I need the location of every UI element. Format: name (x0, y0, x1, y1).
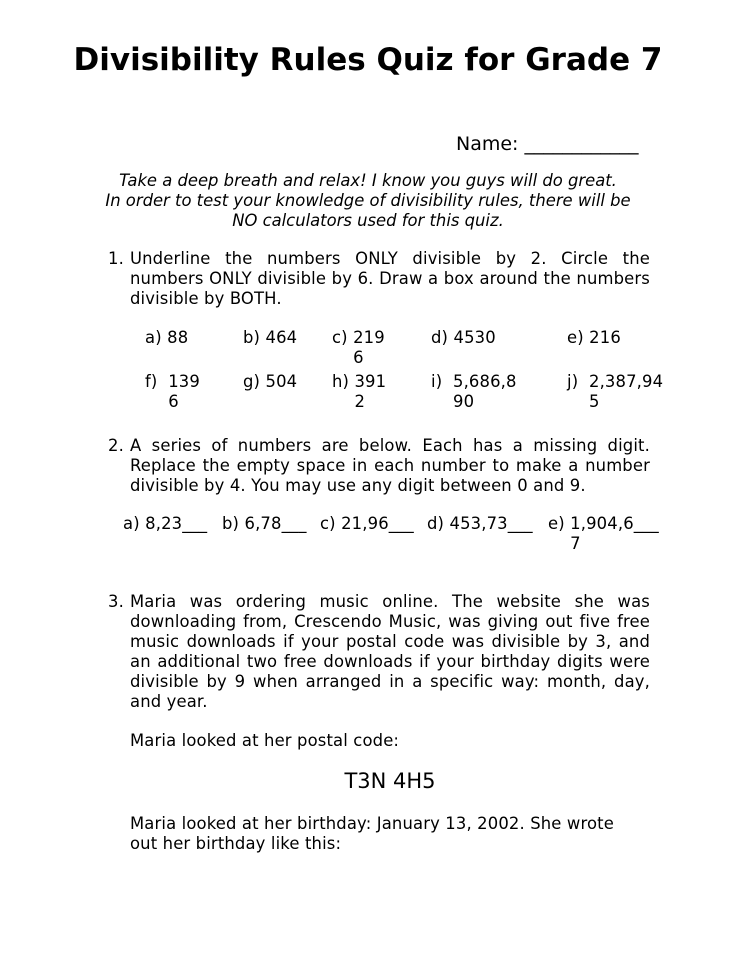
q1-option-e (567, 328, 621, 348)
q2-option-d (427, 514, 533, 534)
option-value: 453,73___ (449, 514, 533, 533)
option-label: g) (243, 372, 261, 391)
q1-option-b (243, 328, 297, 348)
option-value: 1,904,6___7 (570, 514, 659, 553)
question-number: 2. (108, 436, 124, 455)
question-text: Underline the numbers ONLY divisible by 2. Circle the numbers ONLY divisible by 6. Draw a box around the numbers divisible by BOTH. (130, 249, 650, 308)
quiz-title: Divisibility Rules Quiz for Grade 7 (73, 42, 663, 78)
option-value: 1396 (168, 372, 200, 411)
q2-option-a (123, 514, 207, 534)
q1-option-d (431, 328, 496, 348)
q1-option-c (332, 328, 394, 368)
option-label: d) (431, 328, 449, 347)
question-number: 1. (108, 249, 124, 268)
option-value: 4530 (453, 328, 496, 347)
question-2 (104, 436, 650, 496)
postal-code: T3N 4H5 (344, 769, 436, 793)
option-value: 504 (265, 372, 298, 391)
option-label: e) (548, 514, 565, 533)
option-label: h) (332, 372, 350, 391)
option-value: 2,387,945 (588, 372, 664, 411)
name-field-label: Name: ____________ (456, 133, 639, 155)
option-label: e) (567, 328, 584, 347)
intro-line: In order to test your knowledge of divisibility rules, there will be (105, 191, 631, 210)
option-value: 6,78___ (244, 514, 307, 533)
option-label: b) (222, 514, 240, 533)
option-label: d) (427, 514, 445, 533)
birthday-text: Maria looked at her birthday: January 13, 2002. She wrote out her birthday like this: (130, 814, 614, 853)
option-value: 2196 (353, 328, 385, 367)
q1-option-i (431, 372, 527, 412)
q2-option-e (548, 514, 662, 554)
option-value: 464 (265, 328, 298, 347)
question-text: Maria was ordering music online. The website she was downloading from, Crescendo Music, was giving out five free music downloads if your postal code was divisible by 3, and an additional two free downloads if your birthday digits were divisible by 9 when arranged in a specific way: month, day, and year. (130, 592, 650, 711)
option-label: c) (332, 328, 348, 347)
question-1 (104, 249, 650, 309)
q1-option-f (145, 372, 202, 412)
q2-option-c (320, 514, 423, 534)
question-3 (104, 592, 650, 712)
option-label: i) (431, 372, 443, 391)
option-value: 88 (167, 328, 189, 347)
option-value: 8,23___ (145, 514, 208, 533)
postal-code-intro: Maria looked at her postal code: (130, 731, 400, 750)
option-value: 3912 (354, 372, 387, 411)
option-label: f) (145, 372, 158, 391)
intro-line: NO calculators used for this quiz. (232, 211, 504, 230)
q1-option-a (145, 328, 188, 348)
option-label: c) (320, 514, 336, 533)
option-label: b) (243, 328, 261, 347)
q1-option-g (243, 372, 297, 392)
q2-option-b (222, 514, 307, 534)
option-label: j) (567, 372, 579, 391)
intro-instructions (80, 171, 656, 231)
question-text: A series of numbers are below. Each has a missing digit. Replace the empty space in each number to make a number divisible by 4. You may use any digit between 0 and 9. (130, 436, 650, 495)
option-label: a) (123, 514, 140, 533)
option-value: 216 (589, 328, 621, 347)
intro-line: Take a deep breath and relax! I know you guys will do great. (119, 171, 617, 190)
option-value: 5,686,890 (452, 372, 517, 411)
q1-option-j (567, 372, 665, 412)
option-value: 21,96___ (341, 514, 414, 533)
question-number: 3. (108, 592, 124, 611)
option-label: a) (145, 328, 162, 347)
q1-option-h (332, 372, 388, 412)
